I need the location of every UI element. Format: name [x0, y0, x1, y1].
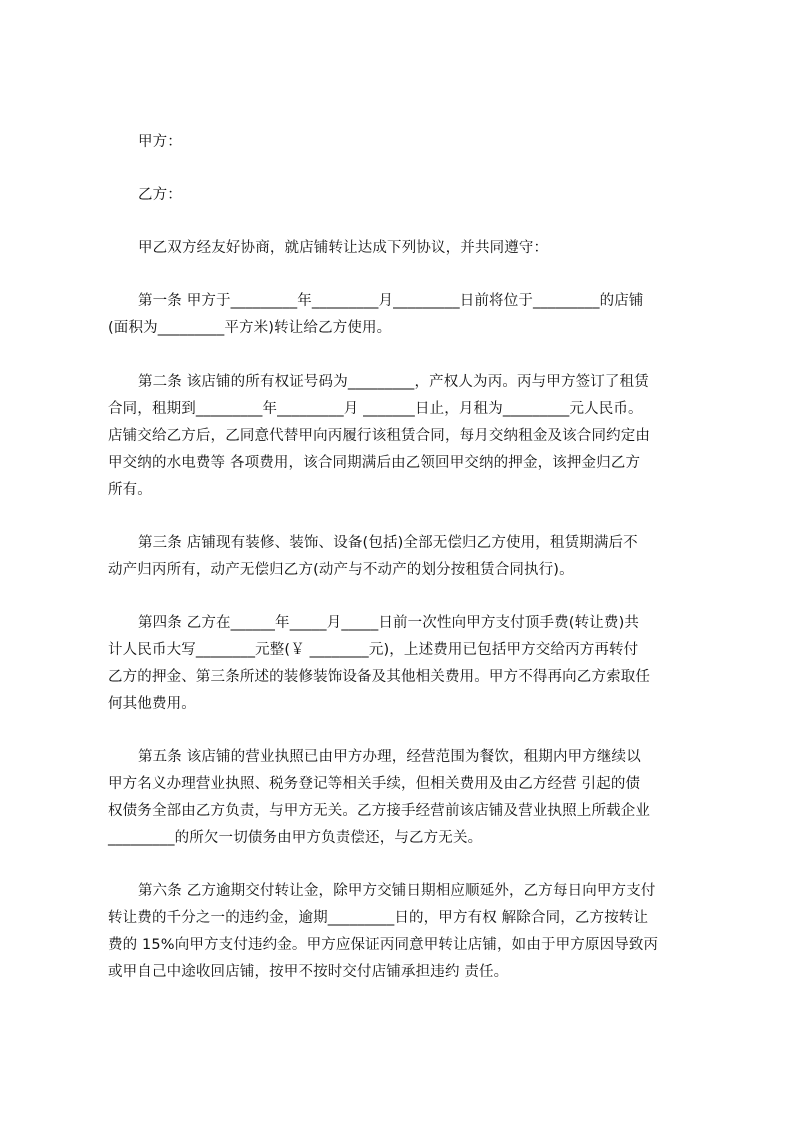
- article-1-line-1: 第一条 甲方于_________年_________月_________日前将位于_________的店铺: [138, 293, 644, 309]
- article-2-line-4: 甲交纳的水电费等 各项费用，该合同期满后由乙领回甲交纳的押金，该押金归乙方: [108, 455, 641, 471]
- article-6-line-4: 或甲自己中途收回店铺，按甲不按时交付店铺承担违约 责任。: [108, 964, 509, 980]
- article-2-line-5: 所有。: [108, 482, 152, 498]
- article-4-line-1: 第四条 乙方在______年_____月_____日前一次性向甲方支付顶手费(转让费)共: [138, 615, 640, 631]
- article-2-line-1: 第二条 该店铺的所有权证号码为_________，产权人为丙。丙与甲方签订了租赁: [138, 374, 649, 390]
- intro-text: 甲乙双方经友好协商，就店铺转让达成下列协议，并共同遵守：: [138, 240, 549, 256]
- article-3-line-1: 第三条 店铺现有装修、装饰、设备(包括)全部无偿归乙方使用，租赁期满后不: [138, 535, 638, 551]
- article-4-line-2: 计人民币大写________元整(￥ ________元)，上述费用已包括甲方交给丙方再转付: [108, 642, 639, 658]
- article-5-line-1: 第五条 该店铺的营业执照已由甲方办理，经营范围为餐饮，租期内甲方继续以: [138, 749, 641, 765]
- article-1-line-2: (面积为_________平方米)转让给乙方使用。: [108, 320, 392, 336]
- article-4-line-4: 何其他费用。: [108, 696, 196, 712]
- party-b-label: 乙方：: [138, 187, 182, 203]
- article-5-line-2: 甲方名义办理营业执照、税务登记等相关手续，但相关费用及由乙方经营 引起的债: [108, 776, 641, 792]
- article-5-line-4: _________的所欠一切债务由甲方负责偿还，与乙方无关。: [108, 830, 483, 846]
- article-2-line-2: 合同，租期到_________年_________月 _______日止，月租为_________元人民币。: [108, 401, 643, 417]
- article-4-line-3: 乙方的押金、第三条所述的装修装饰设备及其他相关费用。甲方不得再向乙方索取任: [108, 669, 651, 685]
- article-5-line-3: 权债务全部由乙方负责，与甲方无关。乙方接手经营前该店铺及营业执照上所载企业: [108, 803, 651, 819]
- article-6-line-2: 转让费的千分之一的违约金，逾期_________日的，甲方有权 解除合同，乙方按转让: [108, 910, 649, 926]
- article-2-line-3: 店铺交给乙方后，乙同意代替甲向丙履行该租赁合同，每月交纳租金及该合同约定由: [108, 428, 651, 444]
- party-a-label: 甲方：: [138, 134, 182, 150]
- article-3-line-2: 动产归丙所有，动产无偿归乙方(动产与不动产的划分按租赁合同执行)。: [108, 562, 574, 578]
- article-6-line-3: 费的 15%向甲方支付违约金。甲方应保证丙同意甲转让店铺，如由于甲方原因导致丙: [108, 937, 659, 953]
- article-6-line-1: 第六条 乙方逾期交付转让金，除甲方交铺日期相应顺延外，乙方每日向甲方支付: [138, 883, 656, 899]
